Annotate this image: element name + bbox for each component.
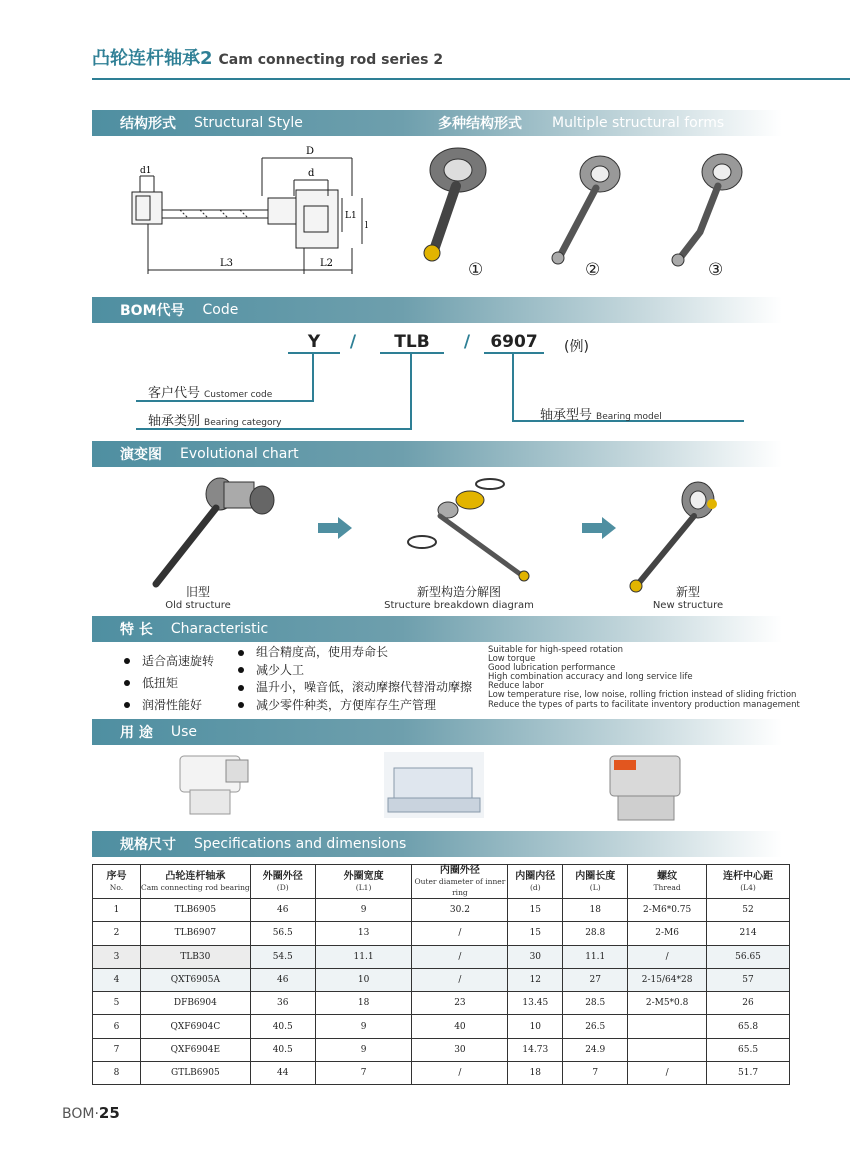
evolution-illustration bbox=[140, 474, 740, 594]
table-row bbox=[93, 922, 790, 945]
table-header-cell: 内圈外径 Outer diameter of inner ring bbox=[412, 865, 508, 899]
characteristic-en-item: Low temperature rise, low noise, rolling friction instead of sliding friction bbox=[488, 690, 797, 701]
table-cell: 24.9 bbox=[563, 1038, 628, 1061]
table-cell: 46 bbox=[250, 968, 315, 991]
table-cell: QXF6904C bbox=[140, 1015, 250, 1038]
table-cell: 11.1 bbox=[315, 945, 412, 968]
code-connector bbox=[512, 352, 514, 422]
table-cell: 7 bbox=[563, 1062, 628, 1085]
specifications-table bbox=[92, 864, 790, 1085]
dim-label-L3: L3 bbox=[220, 258, 234, 269]
table-cell: TLB30 bbox=[140, 945, 250, 968]
table-cell: 11.1 bbox=[563, 945, 628, 968]
table-cell: 54.5 bbox=[250, 945, 315, 968]
arrow-right-icon bbox=[318, 517, 352, 539]
table-cell: 30.2 bbox=[412, 899, 508, 922]
section-title-cn: 结构形式 bbox=[120, 116, 176, 132]
breakdown-illustration bbox=[408, 479, 529, 581]
characteristic-item: 适合高速旋转 bbox=[124, 650, 214, 672]
code-segment-category: TLB bbox=[394, 332, 430, 352]
table-header-row bbox=[93, 865, 790, 899]
dim-label-d1: d1 bbox=[140, 166, 152, 176]
technical-drawing bbox=[120, 140, 370, 280]
table-cell: 9 bbox=[315, 899, 412, 922]
page-title-en: Cam connecting rod series 2 bbox=[218, 52, 444, 68]
code-underline bbox=[484, 352, 544, 354]
form-number-2: ② bbox=[585, 260, 601, 280]
table-header-cell: 凸轮连杆轴承 Cam connecting rod bearing bbox=[140, 865, 250, 899]
section-title-cn: 特 长 bbox=[120, 622, 153, 638]
section-characteristic-header bbox=[92, 616, 782, 642]
characteristic-en-item: Low torque bbox=[488, 654, 536, 665]
table-cell: / bbox=[628, 1062, 707, 1085]
table-cell: 57 bbox=[707, 968, 790, 991]
table-cell: 13 bbox=[315, 922, 412, 945]
section-title-en: Specifications and dimensions bbox=[194, 836, 407, 852]
table-cell: 44 bbox=[250, 1062, 315, 1085]
page-number: 25 bbox=[98, 1104, 120, 1122]
section-title-en: Code bbox=[202, 302, 239, 318]
table-cell: 40.5 bbox=[250, 1038, 315, 1061]
code-segment-customer: Y bbox=[307, 332, 321, 352]
table-cell: TLB6905 bbox=[140, 899, 250, 922]
characteristic-en-item: Suitable for high-speed rotation bbox=[488, 645, 624, 655]
table-cell: 8 bbox=[93, 1062, 141, 1085]
table-cell: 15 bbox=[508, 899, 563, 922]
table-cell: 12 bbox=[508, 968, 563, 991]
table-cell: 10 bbox=[315, 968, 412, 991]
table-cell: / bbox=[412, 922, 508, 945]
characteristic-en-item: Good lubrication performance bbox=[488, 663, 616, 674]
code-label-category: 轴承类别 Bearing category bbox=[148, 414, 282, 429]
section-subtitle-cn: 多种结构形式 bbox=[438, 116, 522, 132]
table-cell: / bbox=[412, 968, 508, 991]
table-cell: 23 bbox=[412, 992, 508, 1015]
table-cell: / bbox=[628, 945, 707, 968]
characteristic-item: 减少人工 bbox=[238, 662, 472, 680]
table-cell: QXF6904E bbox=[140, 1038, 250, 1061]
form-number-3: ③ bbox=[708, 260, 724, 280]
table-cell: 14.73 bbox=[508, 1038, 563, 1061]
table-cell: 4 bbox=[93, 968, 141, 991]
code-label-customer: 客户代号 Customer code bbox=[148, 386, 273, 401]
caption-new-structure: 新型 New structure bbox=[652, 585, 724, 611]
table-cell: 18 bbox=[563, 899, 628, 922]
table-cell: 52 bbox=[707, 899, 790, 922]
code-connector bbox=[312, 352, 314, 402]
table-cell: 65.8 bbox=[707, 1015, 790, 1038]
table-row bbox=[93, 1015, 790, 1038]
table-cell: 30 bbox=[508, 945, 563, 968]
page-title bbox=[92, 44, 443, 70]
table-cell: 3 bbox=[93, 945, 141, 968]
form-2-illustration bbox=[552, 156, 620, 264]
code-label-model: 轴承型号 Bearing model bbox=[540, 408, 662, 423]
section-title-en: Structural Style bbox=[194, 115, 303, 131]
table-cell: 18 bbox=[315, 992, 412, 1015]
characteristics-list-left bbox=[124, 650, 214, 716]
code-underline bbox=[380, 352, 444, 354]
form-3-illustration bbox=[672, 154, 742, 266]
dim-label-L2: L2 bbox=[320, 258, 334, 269]
sewing-machine-image-1 bbox=[176, 750, 256, 816]
table-cell: 18 bbox=[508, 1062, 563, 1085]
sewing-machine-image-3 bbox=[604, 748, 690, 822]
new-structure-illustration bbox=[630, 482, 717, 592]
section-evolution-header bbox=[92, 441, 782, 467]
characteristics-list-right bbox=[238, 644, 472, 714]
code-connector bbox=[410, 352, 412, 430]
table-row bbox=[93, 899, 790, 922]
table-header-cell: 内圈内径 (d) bbox=[508, 865, 563, 899]
section-code-header bbox=[92, 297, 782, 323]
code-separator: / bbox=[349, 332, 357, 352]
characteristic-en-item: Reduce the types of parts to facilitate inventory production management bbox=[488, 699, 800, 710]
section-title-cn: 演变图 bbox=[120, 447, 162, 463]
characteristic-item: 温升小，噪音低，滚动摩擦代替滑动摩擦 bbox=[238, 679, 472, 697]
caption-breakdown: 新型构造分解图 Structure breakdown diagram bbox=[384, 585, 534, 611]
table-cell: / bbox=[412, 945, 508, 968]
table-cell: QXT6905A bbox=[140, 968, 250, 991]
table-cell: 40.5 bbox=[250, 1015, 315, 1038]
characteristics-english-list bbox=[488, 646, 800, 710]
table-cell: 46 bbox=[250, 899, 315, 922]
table-row bbox=[93, 968, 790, 991]
section-structure-header bbox=[92, 110, 782, 136]
table-cell: 56.65 bbox=[707, 945, 790, 968]
table-row bbox=[93, 945, 790, 968]
table-cell bbox=[628, 1015, 707, 1038]
table-cell: 27 bbox=[563, 968, 628, 991]
form-number-1: ① bbox=[468, 260, 484, 280]
table-cell: 30 bbox=[412, 1038, 508, 1061]
section-title-cn: BOM代号 bbox=[120, 303, 185, 319]
page-footer bbox=[62, 1104, 120, 1122]
table-cell: 28.8 bbox=[563, 922, 628, 945]
characteristic-item: 组合精度高，使用寿命长 bbox=[238, 644, 472, 662]
dim-label-l: l bbox=[365, 221, 368, 231]
form-1-illustration bbox=[424, 148, 486, 261]
table-header-cell: 外圈外径 (D) bbox=[250, 865, 315, 899]
table-cell: 9 bbox=[315, 1038, 412, 1061]
table-cell: 6 bbox=[93, 1015, 141, 1038]
table-cell: 51.7 bbox=[707, 1062, 790, 1085]
page-title-cn: 凸轮连杆轴承2 bbox=[92, 48, 213, 69]
section-use-header bbox=[92, 719, 782, 745]
table-cell: 5 bbox=[93, 992, 141, 1015]
table-cell: 214 bbox=[707, 922, 790, 945]
table-cell: 2-M5*0.8 bbox=[628, 992, 707, 1015]
table-header-cell: 内圈长度 (L) bbox=[563, 865, 628, 899]
sewing-machine-image-2 bbox=[384, 752, 484, 818]
footer-dot: · bbox=[94, 1106, 99, 1122]
characteristic-item: 低扭矩 bbox=[124, 672, 214, 694]
table-row bbox=[93, 1038, 790, 1061]
footer-brand: BOM bbox=[62, 1106, 95, 1122]
table-header-cell: 连杆中心距 (L4) bbox=[707, 865, 790, 899]
table-header-cell: 序号 No. bbox=[93, 865, 141, 899]
structure-forms-illustration bbox=[400, 140, 760, 285]
table-cell: 15 bbox=[508, 922, 563, 945]
section-title-cn: 用 途 bbox=[120, 725, 153, 741]
caption-old-structure: 旧型 Old structure bbox=[165, 585, 231, 611]
code-segment-model: 6907 bbox=[490, 332, 538, 352]
table-cell: 28.5 bbox=[563, 992, 628, 1015]
table-cell: 26.5 bbox=[563, 1015, 628, 1038]
characteristic-item: 润滑性能好 bbox=[124, 694, 214, 716]
section-subtitle-en: Multiple structural forms bbox=[552, 115, 725, 131]
table-cell: 1 bbox=[93, 899, 141, 922]
section-title-cn: 规格尺寸 bbox=[120, 837, 176, 853]
characteristic-item: 减少零件种类，方便库存生产管理 bbox=[238, 697, 472, 715]
table-header-cell: 螺纹 Thread bbox=[628, 865, 707, 899]
old-structure-illustration bbox=[156, 478, 274, 584]
section-title-en: Use bbox=[170, 724, 198, 740]
table-cell: TLB6907 bbox=[140, 922, 250, 945]
table-row bbox=[93, 992, 790, 1015]
code-underline bbox=[288, 352, 340, 354]
table-cell: 65.5 bbox=[707, 1038, 790, 1061]
table-cell: 26 bbox=[707, 992, 790, 1015]
table-cell: 10 bbox=[508, 1015, 563, 1038]
section-title-en: Evolutional chart bbox=[180, 446, 299, 462]
code-separator: / bbox=[463, 332, 471, 352]
table-cell: 9 bbox=[315, 1015, 412, 1038]
table-cell: 36 bbox=[250, 992, 315, 1015]
table-cell: 56.5 bbox=[250, 922, 315, 945]
table-cell: 13.45 bbox=[508, 992, 563, 1015]
table-cell: DFB6904 bbox=[140, 992, 250, 1015]
title-divider bbox=[92, 78, 850, 80]
table-cell: 40 bbox=[412, 1015, 508, 1038]
table-cell: / bbox=[412, 1062, 508, 1085]
table-cell: 7 bbox=[93, 1038, 141, 1061]
table-cell: GTLB6905 bbox=[140, 1062, 250, 1085]
table-cell bbox=[628, 1038, 707, 1061]
table-cell: 2 bbox=[93, 922, 141, 945]
table-cell: 7 bbox=[315, 1062, 412, 1085]
table-row bbox=[93, 1062, 790, 1085]
characteristic-en-item: High combination accuracy and long service life bbox=[488, 672, 693, 683]
section-title-en: Characteristic bbox=[170, 621, 269, 637]
dim-label-L1: L1 bbox=[345, 211, 357, 221]
arrow-right-icon bbox=[582, 517, 616, 539]
characteristic-en-item: Reduce labor bbox=[488, 681, 544, 692]
table-header-cell: 外圈宽度 (L1) bbox=[315, 865, 412, 899]
dim-label-D: D bbox=[306, 146, 315, 157]
code-example-note: (例) bbox=[564, 339, 589, 355]
table-cell: 2-M6*0.75 bbox=[628, 899, 707, 922]
dim-label-d: d bbox=[308, 168, 315, 179]
table-cell: 2-15/64*28 bbox=[628, 968, 707, 991]
table-cell: 2-M6 bbox=[628, 922, 707, 945]
section-specs-header bbox=[92, 831, 782, 857]
